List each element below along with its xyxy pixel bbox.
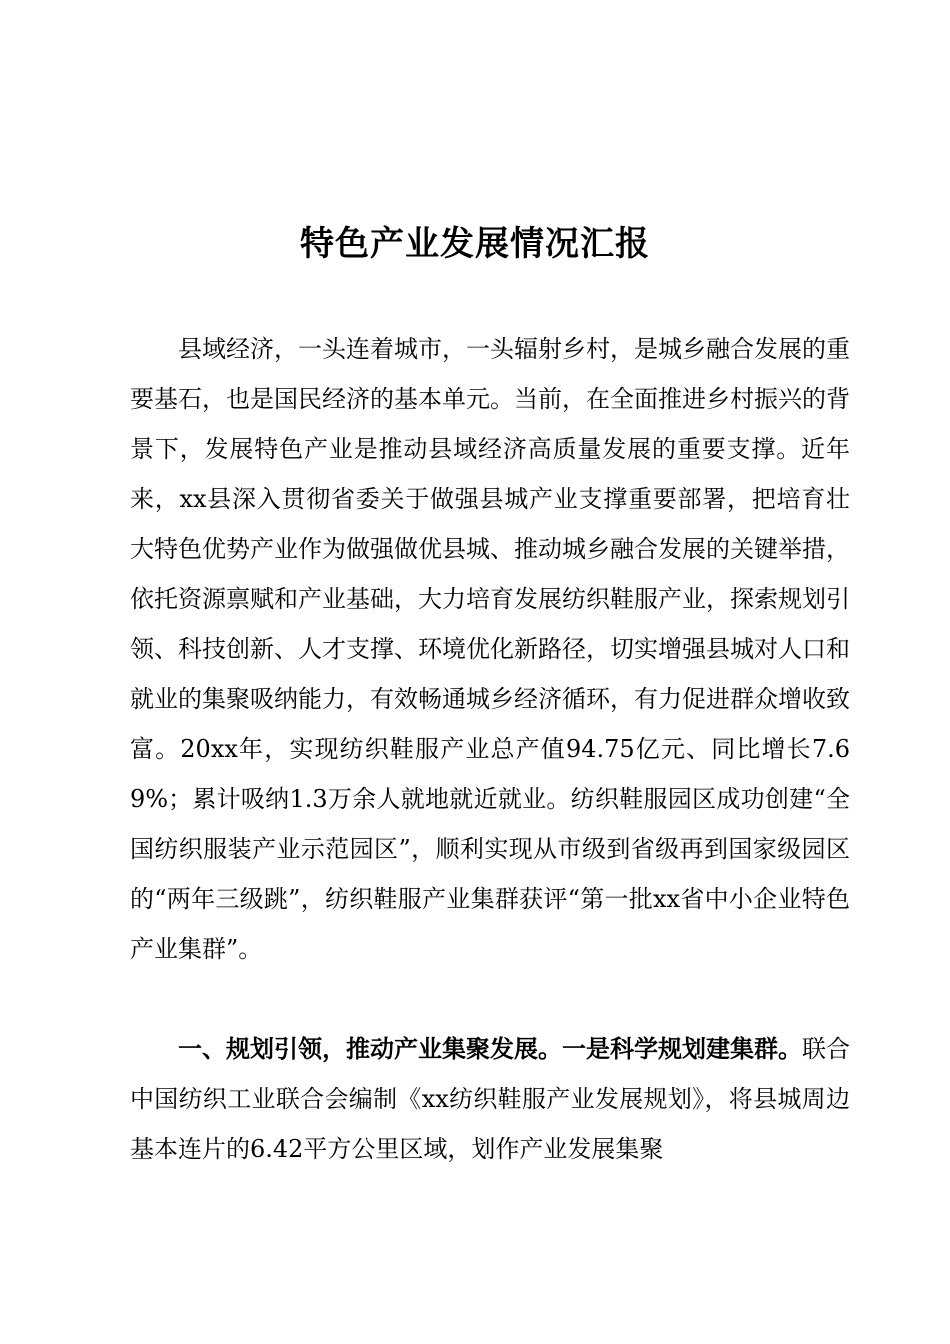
intro-paragraph: 县域经济，一头连着城市，一头辐射乡村，是城乡融合发展的重要基石，也是国民经济的基本单元。当前，在全面推进乡村振兴的背景下，发展特色产业是推动县域经济高质量发展的重要支撑。近年来，xx县深入贯彻省委关于做强县城产业支撑重要部署，把培育壮大特色优势产业作为做强做优县城、推动城乡融合发展的关键举措，依托资源禀赋和产业基础，大力培育发展纺织鞋服产业，探索规划引领、科技创新、人才支撑、环境优化新路径，切实增强县城对人口和就业的集聚吸纳能力，有效畅通城乡经济循环，有力促进群众增收致富。20xx年，实现纺织鞋服产业总产值94.75亿元、同比增长7.69%；累计吸纳1.3万余人就地就近就业。纺织鞋服园区成功创建“全国纺织服装产业示范园区”，顺利实现从市级到省级再到国家级园区的“两年三级跳”，纺织鞋服产业集群获评“第一批xx省中小企业特色产业集群”。	[130, 335, 850, 963]
document-title: 特色产业发展情况汇报	[300, 224, 650, 264]
section-1-text: 联合中国纺织工业联合会编制《xx纺织鞋服产业发展规划》，将县城周边基本连片的6.42平方公里区域，划作产业发展集聚	[130, 1035, 850, 1163]
section-1-paragraph	[130, 1024, 850, 1174]
section-1-subheading: 一是科学规划建集群。	[562, 1034, 802, 1063]
section-1-heading: 一、规划引领，推动产业集聚发展。	[178, 1034, 562, 1063]
